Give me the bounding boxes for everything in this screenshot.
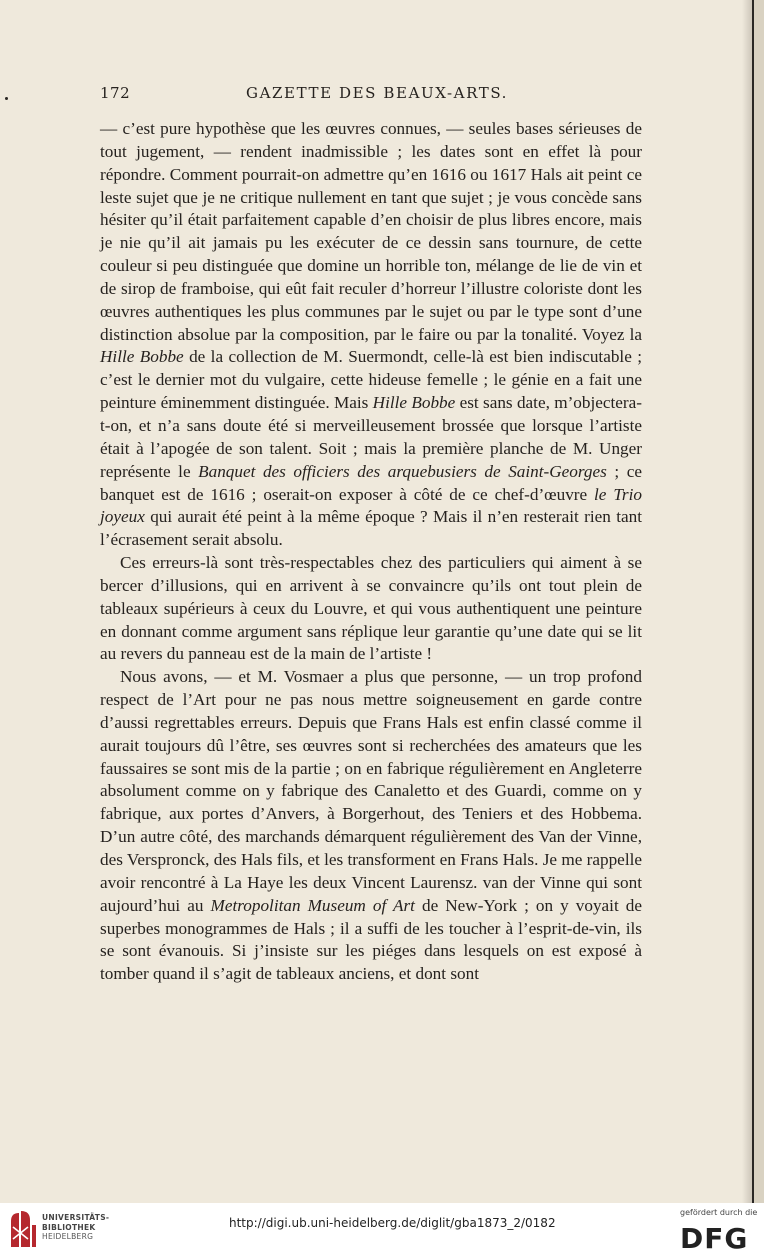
permalink-url[interactable]: http://digi.ub.uni-heidelberg.de/diglit/gba1873_2/0182 [229, 1216, 556, 1230]
paragraph [100, 552, 642, 666]
article-body [100, 118, 642, 986]
institution-line-1: UNIVERSITÄTS- [42, 1213, 110, 1222]
italic-title: Metropolitan Museum of Art [210, 895, 415, 915]
page-header [100, 84, 642, 108]
text-run: est sans date, m’objectera-t-on, et n’a sans doute été si merveilleusement brossée que lorsque l’artiste était à l’apogée de son talent. Soit ; mais la première planche de M. Unger représente le [100, 393, 642, 481]
text-run: de la collection de M. Suermondt, celle-là est bien indiscutable ; c’est le dernier mot du vulgaire, cette hideuse femelle ; le génie en a fait une peinture éminemment distinguée. Mais [100, 347, 642, 413]
text-run: ; ce banquet est de 1616 ; oserait-on exposer à côté de ce chef-d’œuvre [100, 461, 642, 504]
paragraph [100, 118, 642, 552]
running-title: GAZETTE DES BEAUX-ARTS. [246, 84, 509, 102]
text-run: Ces erreurs-là sont très-respectables chez des particuliers qui aiment à se bercer d’illusions, qui en arrivent à se convaincre qu’ils ont tout plein de tableaux supérieurs à ceux du Louvre, et qui vous authentiquent une peinture en donnant comme argument sans réplique leur garantie qu’une date qui se lit au revers du panneau est de la main de l’artiste ! [100, 553, 642, 664]
page-number: 172 [100, 84, 131, 102]
institution-line-3: HEIDELBERG [42, 1232, 94, 1241]
italic-title: Hille Bobbe [100, 347, 184, 367]
dfg-logo[interactable]: DFG [680, 1222, 749, 1255]
paragraph [100, 666, 642, 986]
italic-title: le Trio joyeux [100, 484, 642, 527]
italic-title: Hille Bobbe [372, 393, 456, 413]
text-run: Nous avons, — et M. Vosmaer a plus que personne, — un trop profond respect de l’Art pour ne pas nous mettre soigneusement en garde contre d’aussi regrettables erreurs. Depuis que Frans Hals est enfin classé comme il aurait toujours dû l’être, ses œuvres sont si recherchées des amateurs que les faussaires se sont mis de la partie ; on en fabrique régulièrement en Angleterre absolument comme on y fabrique des Canaletto et des Guardi, comme on y fabrique, aux portes d’Anvers, à Borgerhout, des Teniers et des Hobbema. D’un autre côté, des marchands démarquent régulièrement des Van der Vinne, des Verspronck, des Hals fils, et les transforment en Frans Hals. Je me rappelle avoir rencontré à La Haye les deux Vincent Laurensz. van der Vinne qui sont aujourd’hui au [100, 667, 642, 915]
italic-title: Banquet des officiers des arquebusiers de Saint-Georges [198, 461, 607, 481]
viewer-footer [0, 1203, 764, 1257]
ink-speck [5, 97, 8, 100]
text-run: — c’est pure hypothèse que les œuvres connues, — seules bases sérieuses de tout jugement, — rendent inadmissible ; les dates sont en effet là pour répondre. Comment pourrait-on admettre qu’en 1616 ou 1617 Hals ait peint ce leste sujet que je ne critique nullement en tant que sujet ; je vous concède sans hésiter qu’il était parfaitement capable d’en choisir de plus libres encore, mais je nie qu’il ait jamais pu les exécuter de ce dessin sans tournure, de cette couleur si peu distinguée que domine un horrible ton, mélange de lie de vin et de sirop de framboise, qui eût fait reculer d’horreur l’illustre coloriste dont les œuvres authentiques les plus communes par le sujet ou par le type sont d’une distinction absolue par la composition, par le faire ou par la tonalité. Voyez la [100, 119, 642, 344]
next-page-edge [754, 0, 764, 1203]
sponsor-caption: gefördert durch die [680, 1208, 758, 1217]
university-library-logo-icon[interactable] [8, 1207, 38, 1251]
institution-line-2: BIBLIOTHEK [42, 1222, 96, 1232]
text-run: qui aurait été peint à la même époque ? Mais il n’en resterait rien tant l’écrasement serait absolu. [100, 507, 642, 550]
university-library-name[interactable] [42, 1213, 109, 1242]
text-run: de New-York ; on y voyait de superbes monogrammes de Hals ; il a suffi de les toucher à l’esprit-de-vin, ils se sont évanouis. Si j’insiste sur les piéges dans lesquels on est exposé à tomber quand il s’agit de tableaux anciens, et dont sont [100, 895, 642, 984]
